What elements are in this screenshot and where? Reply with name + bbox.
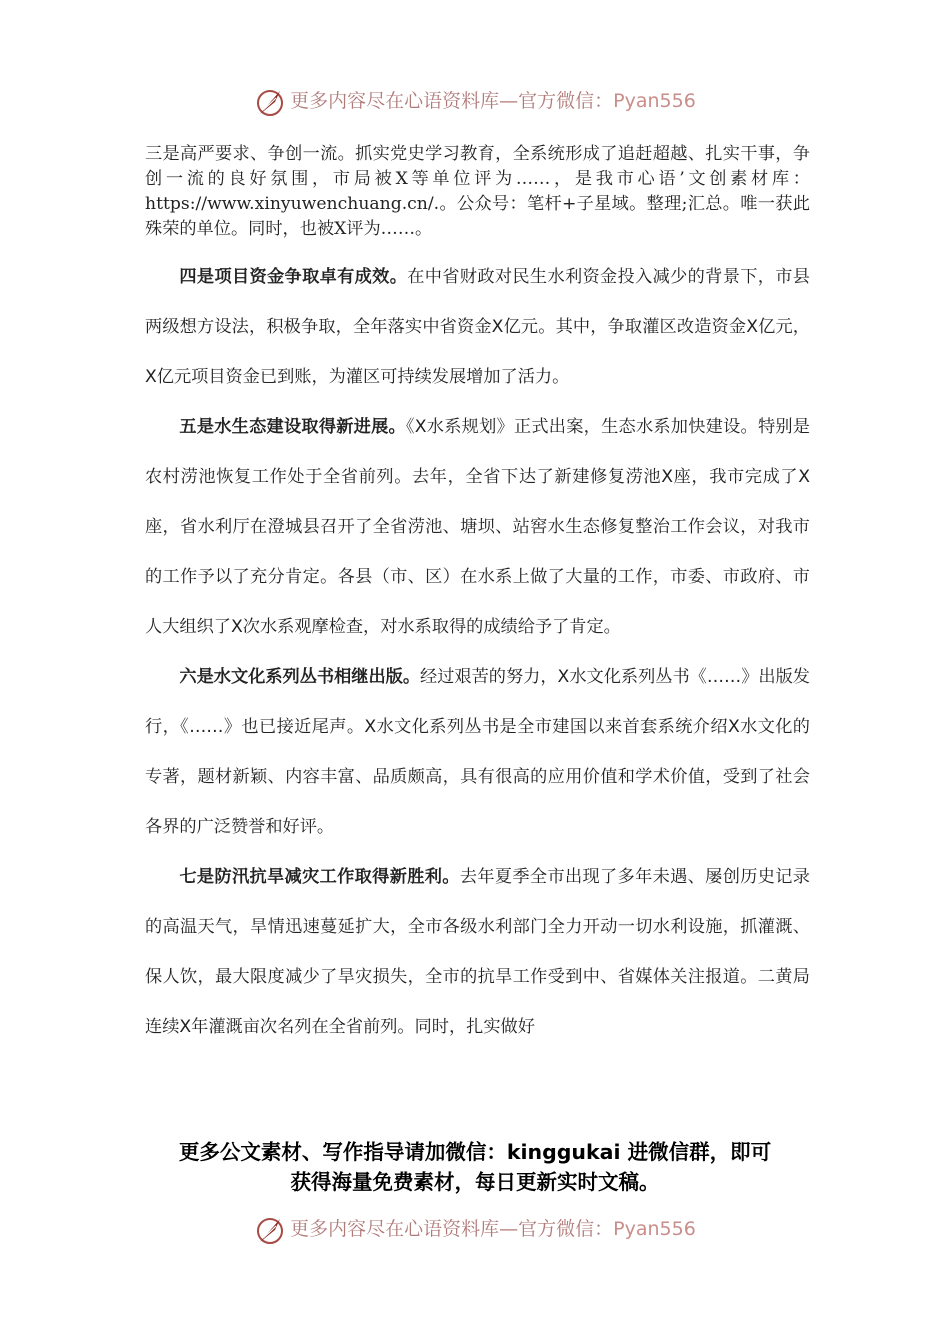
paragraph-text: 去年夏季全市出现了多年未遇、屡创历史记录的高温天气，旱情迅速蔓延扩大，全市各级水利部门全力开动一切水利设施，抓灌溉、保人饮，最大限度减少了旱灾损失，全市的抗旱工作受到中、省媒体关注报道。二黄局连续X年灌溉亩次名列在全省前列。同时，扎实做好 <box>145 867 810 1037</box>
banner-text: 更多内容尽在心语资料库—官方微信： <box>290 1218 614 1240</box>
footer-line-1: 更多公文素材、写作指导请加微信：kinggukai 进微信群，即可 <box>178 1140 772 1164</box>
banner-wechat-id: Pyan556 <box>613 90 696 112</box>
paragraph-flood-drought <box>145 852 810 1052</box>
paragraph-heading: 五是水生态建设取得新进展。 <box>179 417 406 437</box>
paragraph-funding <box>145 252 810 402</box>
banner-wechat-id: Pyan556 <box>613 1218 696 1240</box>
paragraph-heading: 七是防汛抗旱减灾工作取得新胜利。 <box>179 867 460 887</box>
quill-logo-icon <box>254 86 286 118</box>
paragraph-heading: 四是项目资金争取卓有成效。 <box>179 267 408 287</box>
paragraph-heading: 六是水文化系列丛书相继出版。 <box>179 667 421 687</box>
header-banner <box>0 86 950 118</box>
banner-text: 更多内容尽在心语资料库—官方微信： <box>290 90 614 112</box>
paragraph-culture <box>145 652 810 852</box>
quill-logo-icon <box>254 1214 286 1246</box>
footer-line-2: 获得海量免费素材，每日更新实时文稿。 <box>290 1170 660 1194</box>
footer-banner <box>0 1214 950 1246</box>
footer-promo <box>0 1137 950 1197</box>
paragraph-text: 经过艰苦的努力，X水文化系列丛书《……》出版发行，《……》也已接近尾声。X水文化系列丛书是全市建国以来首套系统介绍X水文化的专著，题材新颖、内容丰富、品质颇高，具有很高的应用价值和学术价值，受到了社会各界的广泛赞誉和好评。 <box>145 667 810 837</box>
document-body <box>145 252 810 1052</box>
paragraph-text: 《X水系规划》正式出案，生态水系加快建设。特别是农村涝池恢复工作处于全省前列。去年，全省下达了新建修复涝池X座，我市完成了X座，省水利厅在澄城县召开了全省涝池、塘坝、站窖水生态修复整治工作会议，对我市的工作予以了充分肯定。各县（市、区）在水系上做了大量的工作，市委、市政府、市人大组织了X次水系观摩检查，对水系取得的成绩给予了肯定。 <box>145 417 810 637</box>
intro-paragraph: 三是高严要求、争创一流。抓实党史学习教育，全系统形成了追赶超越、扎实干事，争创一流的良好氛围，市局被X等单位评为……，是我市心语’文创素材库：https://www.xinyuwenchuang.cn/.。公众号：笔杆+子星域。整理;汇总。唯一获此殊荣的单位。同时，也被X评为……。 <box>145 144 810 239</box>
paragraph-ecology <box>145 402 810 652</box>
paragraph-text: 在中省财政对民生水利资金投入减少的背景下，市县两级想方设法，积极争取，全年落实中省资金X亿元。其中，争取灌区改造资金X亿元，X亿元项目资金已到账，为灌区可持续发展增加了活力。 <box>145 267 810 387</box>
